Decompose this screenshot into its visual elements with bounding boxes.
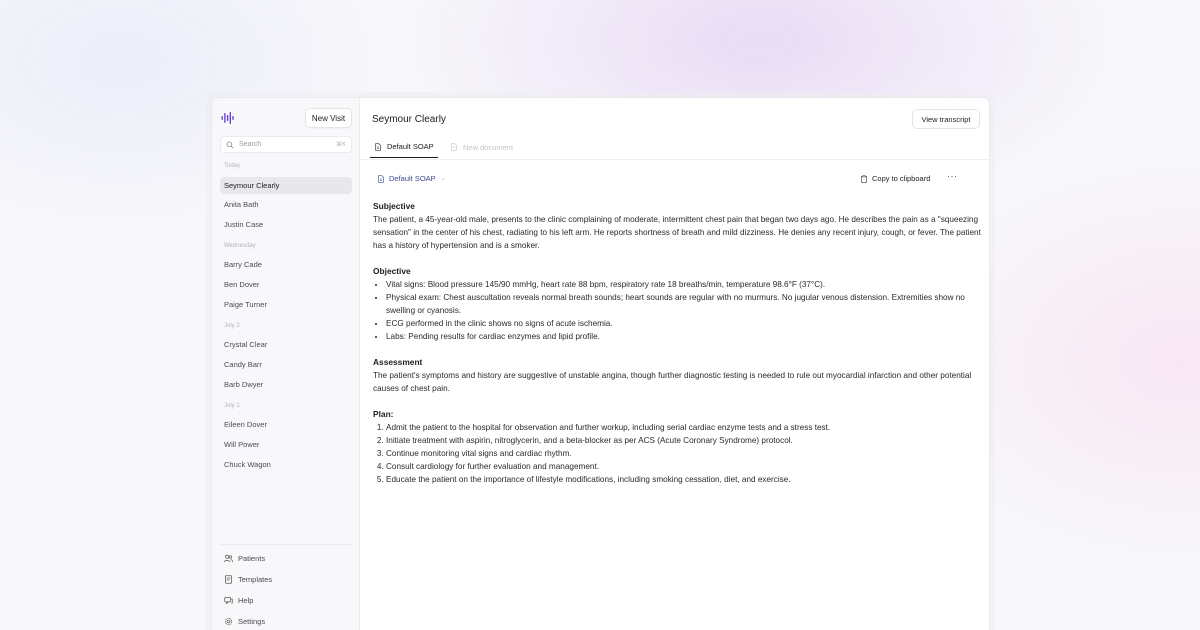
assessment-text: The patient's symptoms and history are suggestive of unstable angina, though further diagnostic testing is needed to rule out myocardial infarction and other potential causes of chest pain. — [373, 371, 972, 393]
sidebar-divider — [220, 544, 352, 545]
list-item: • Labs: Pending results for cardiac enzymes and lipid profile. — [386, 330, 983, 343]
copy-to-clipboard-button[interactable] — [860, 174, 930, 183]
document-icon — [374, 143, 382, 151]
group-label-wednesday: Wednesday — [224, 243, 256, 249]
soap-note — [373, 200, 983, 499]
sidebar-item-patients[interactable] — [224, 554, 265, 563]
patient-item[interactable]: Barry Cade — [224, 260, 262, 269]
sidebar-item-help[interactable] — [224, 596, 253, 605]
group-label-july-1: July 1 — [224, 403, 240, 409]
assessment-section — [373, 356, 983, 395]
list-item: 3. Continue monitoring vital signs and cardiac rhythm. — [386, 447, 983, 460]
users-icon — [224, 554, 233, 563]
tabs-divider — [360, 159, 990, 160]
list-item: 4. Consult cardiology for further evaluation and management. — [386, 460, 983, 473]
patient-item[interactable]: Anita Bath — [224, 200, 259, 209]
template-select[interactable] — [377, 174, 446, 183]
patient-item[interactable]: Candy Barr — [224, 360, 262, 369]
chevron-down-icon: ⌄ — [440, 176, 446, 182]
patient-item[interactable]: Eileen Dover — [224, 420, 267, 429]
section-heading: Assessment — [373, 357, 423, 367]
tab-new-document[interactable] — [446, 136, 517, 158]
tab-default-soap[interactable] — [370, 136, 438, 158]
tab-label: New document — [463, 142, 514, 152]
patient-item[interactable]: Justin Case — [224, 220, 264, 229]
list-item: • Physical exam: Chest auscultation reveals normal breath sounds; heart sounds are regular with no murmurs. No jugular venous distension. Extremities show no swelling or cyanosis. — [386, 291, 983, 317]
search-icon — [226, 141, 234, 149]
gear-icon — [224, 617, 233, 626]
document-tabs — [370, 136, 980, 159]
patient-item[interactable]: Crystal Clear — [224, 340, 268, 349]
group-label-today: Today — [224, 163, 241, 169]
template-select-label: Default SOAP — [389, 174, 436, 183]
new-visit-button[interactable]: New Visit — [305, 108, 352, 128]
patient-item[interactable]: Barb Dwyer — [224, 380, 264, 389]
copy-label: Copy to clipboard — [872, 174, 931, 183]
subjective-text: The patient, a 45-year-old male, presents to the clinic complaining of moderate, intermittent chest pain that began two days ago. He describes the pain as a "squeezing sensation" in the center of his chest, radiating to his left arm. He reports shortness of breath and mild dizziness. He denies any recent injury, cough, or fever. The patient has a history of hypertension and is a smoker. — [373, 215, 981, 250]
main-panel — [360, 98, 989, 630]
patient-item[interactable]: Paige Turner — [224, 300, 267, 309]
search-shortcut: ⌘K — [335, 142, 346, 148]
view-transcript-button[interactable]: View transcript — [912, 109, 980, 129]
chat-help-icon — [224, 596, 233, 605]
sidebar-item-label: Settings — [238, 617, 266, 626]
subjective-section — [373, 200, 983, 252]
more-options-icon[interactable]: ··· — [947, 171, 958, 181]
patient-item[interactable]: Chuck Wagon — [224, 460, 271, 469]
clipboard-icon — [860, 175, 868, 183]
template-icon — [224, 575, 233, 584]
sidebar-item-templates[interactable] — [224, 575, 272, 584]
patient-item-active[interactable]: Seymour Clearly — [220, 177, 352, 194]
group-label-july-2: July 2 — [224, 323, 240, 329]
search-placeholder: Search — [239, 141, 262, 148]
section-heading: Subjective — [373, 201, 415, 211]
page-title: Seymour Clearly — [372, 114, 446, 125]
list-item: • Vital signs: Blood pressure 145/90 mmHg, heart rate 88 bpm, respiratory rate 18 breaths/min, temperature 98.6°F (37°C). — [386, 278, 983, 291]
logo-icon — [221, 111, 235, 125]
plan-section — [373, 408, 983, 486]
section-heading: Plan: — [373, 409, 394, 419]
sidebar-item-label: Templates — [238, 575, 273, 584]
objective-section — [373, 265, 983, 343]
document-icon — [377, 175, 385, 183]
sidebar-item-label: Patients — [238, 554, 266, 563]
list-item: 5. Educate the patient on the importance of lifestyle modifications, including smoking cessation, diet, and exercise. — [386, 473, 983, 486]
document-icon — [450, 143, 458, 151]
list-item: 1. Admit the patient to the hospital for observation and further workup, including serial cardiac enzyme tests and a stress test. — [386, 421, 983, 434]
sidebar-item-label: Help — [238, 596, 254, 605]
section-heading: Objective — [373, 266, 411, 276]
sidebar — [212, 98, 360, 630]
search-input[interactable] — [220, 136, 352, 153]
patient-item[interactable]: Will Power — [224, 440, 260, 449]
list-item: • ECG performed in the clinic shows no signs of acute ischemia. — [386, 317, 983, 330]
app-window — [211, 97, 990, 630]
list-item: 2. Initiate treatment with aspirin, nitroglycerin, and a beta-blocker as per ACS (Acute Coronary Syndrome) protocol. — [386, 434, 983, 447]
tab-label: Default SOAP — [387, 142, 434, 151]
sidebar-item-settings[interactable] — [224, 617, 265, 626]
patient-item[interactable]: Ben Dover — [224, 280, 260, 289]
